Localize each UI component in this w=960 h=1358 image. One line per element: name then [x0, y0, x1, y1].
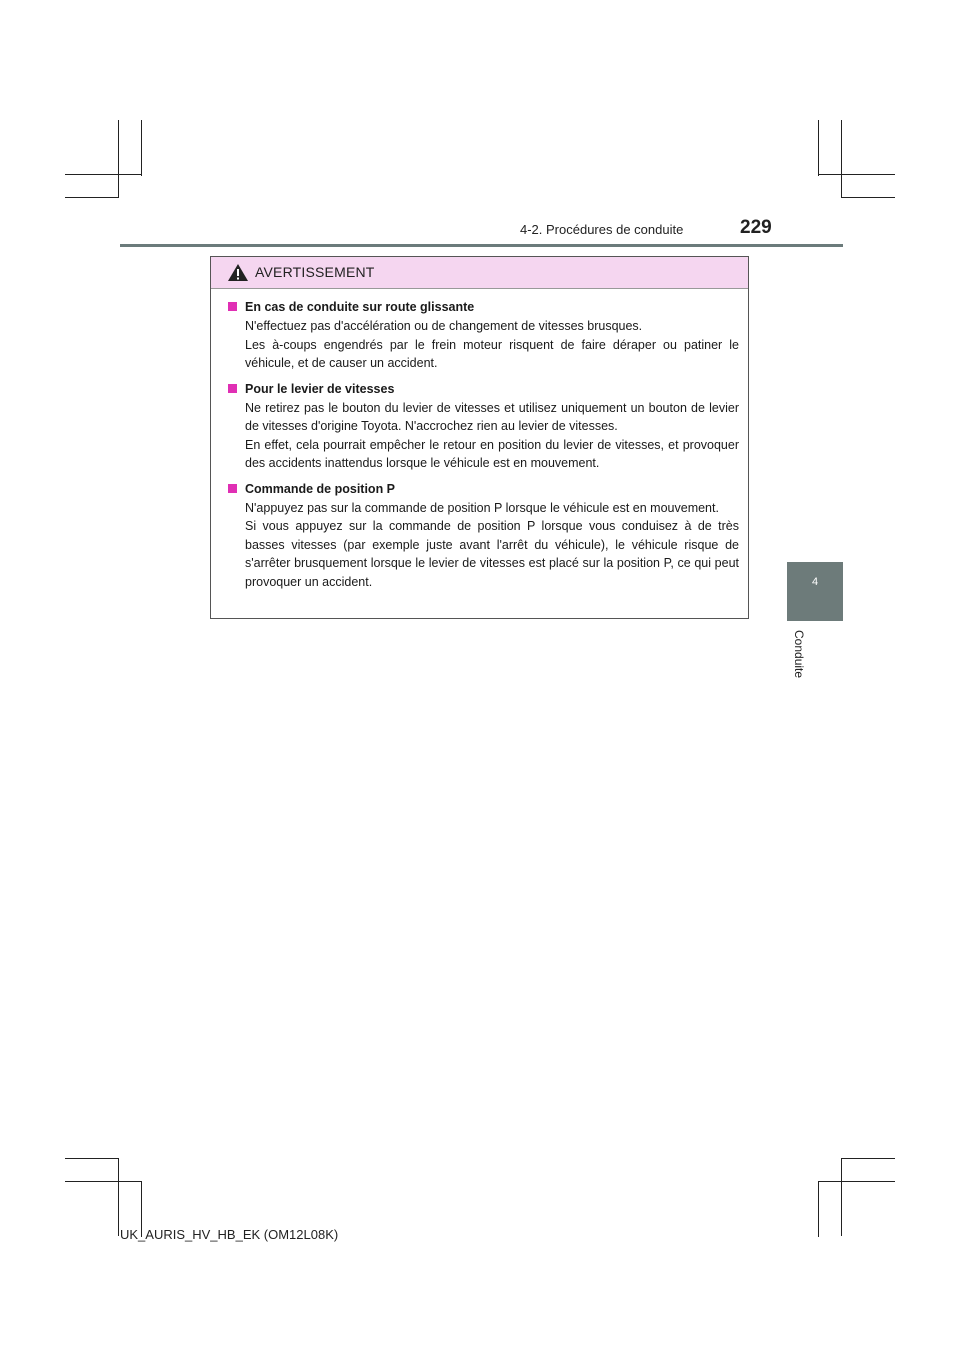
warning-section: [228, 379, 739, 473]
crop-mark: [818, 1181, 819, 1237]
section-heading: En cas de conduite sur route glissante: [245, 300, 475, 314]
crop-mark: [841, 120, 842, 198]
paragraph: Ne retirez pas le bouton du levier de vitesses et utilisez uniquement un bouton de levier de vitesses d'origine Toyota. N'accrochez rien au levier de vitesses.: [245, 400, 739, 433]
warning-triangle-icon: [227, 263, 249, 287]
crop-mark: [818, 174, 895, 175]
crop-mark: [841, 1158, 895, 1159]
crop-mark: [118, 1158, 119, 1236]
square-bullet-icon: [228, 302, 237, 311]
chapter-label: Conduite: [792, 630, 806, 679]
section-title: 4-2. Procédures de conduite: [520, 222, 684, 237]
header-divider: [120, 244, 843, 247]
paragraph: N'effectuez pas d'accélération ou de changement de vitesses brusques.: [245, 319, 643, 333]
chapter-tab: [787, 562, 843, 621]
warning-title: AVERTISSEMENT: [255, 264, 375, 280]
paragraph: Les à-coups engendrés par le frein moteur risquent de faire déraper ou patiner le véhicule, et de causer un accident.: [245, 337, 739, 370]
crop-mark: [118, 120, 119, 198]
crop-mark: [65, 1181, 141, 1182]
warning-body: [211, 297, 748, 597]
paragraph: Si vous appuyez sur la commande de position P lorsque vous conduisez à de très basses vitesses (par exemple juste avant l'arrêt du véhicule), le véhicule risque de s'arrêter brusquement lorsque le levier de vitesses est placé sur la position P, ce qui peut provoquer un accident.: [245, 519, 739, 589]
square-bullet-icon: [228, 384, 237, 393]
paragraph: En effet, cela pourrait empêcher le retour en position du levier de vitesses, et provoquer des accidents inattendus lorsque le véhicule est en mouvement.: [245, 437, 739, 470]
crop-mark: [818, 1181, 895, 1182]
crop-mark: [818, 120, 819, 176]
crop-mark: [65, 174, 141, 175]
warning-box: [210, 256, 749, 619]
paragraph: N'appuyez pas sur la commande de position P lorsque le véhicule est en mouvement.: [245, 500, 719, 515]
section-heading: Pour le levier de vitesses: [245, 381, 395, 396]
crop-mark: [841, 1158, 842, 1236]
square-bullet-icon: [228, 484, 237, 493]
crop-mark: [841, 197, 895, 198]
page-number: 229: [740, 217, 772, 238]
document-code: UK_AURIS_HV_HB_EK (OM12L08K): [120, 1227, 339, 1242]
warning-header: [211, 257, 748, 289]
warning-section: [228, 297, 739, 373]
crop-mark: [141, 120, 142, 176]
warning-section: [228, 479, 739, 592]
crop-mark: [65, 1158, 119, 1159]
crop-mark: [65, 197, 119, 198]
chapter-number: 4: [811, 576, 819, 588]
section-heading: Commande de position P: [245, 481, 396, 496]
